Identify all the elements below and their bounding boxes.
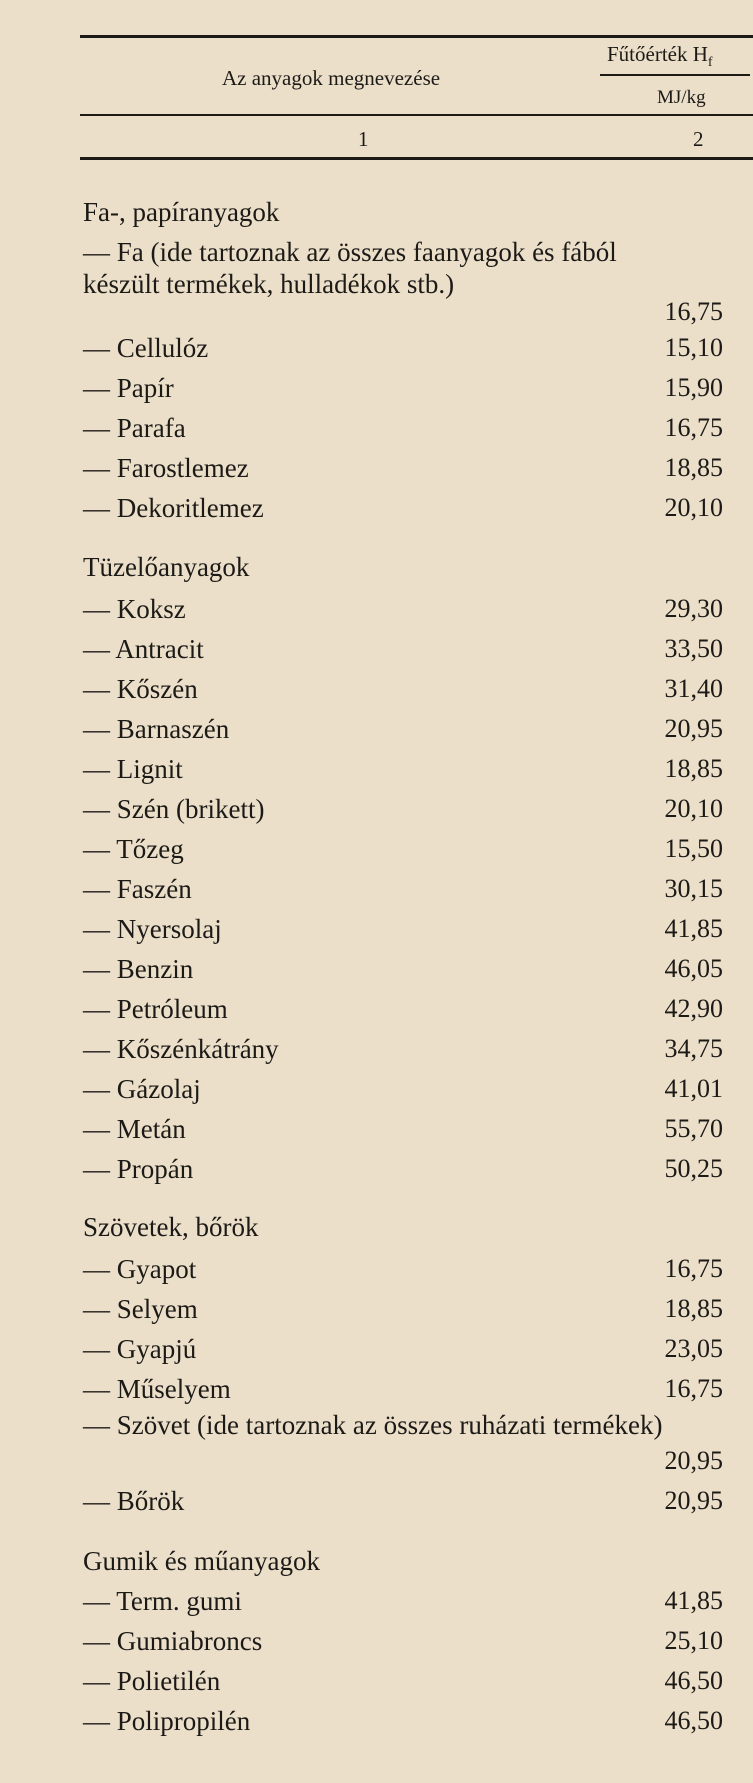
- section-title: Tüzelőanyagok: [83, 552, 250, 582]
- row-name: — Parafa: [83, 413, 186, 443]
- table-row: [83, 869, 723, 909]
- row-name: — Antracit: [83, 634, 204, 664]
- column-number-2: 2: [693, 127, 704, 151]
- row-value: 50,25: [664, 1154, 723, 1183]
- row-name: — Gázolaj: [83, 1074, 201, 1104]
- section-title: Gumik és műanyagok: [83, 1546, 320, 1576]
- table-row: [83, 949, 723, 989]
- table-row: [83, 1581, 723, 1621]
- row-value: 55,70: [664, 1114, 723, 1143]
- row-value: 20,95: [664, 714, 723, 743]
- row-name: — Papír: [83, 373, 174, 403]
- row-value: 15,50: [664, 834, 723, 863]
- table-row: [83, 328, 723, 368]
- row-name: — Dekoritlemez: [83, 493, 264, 523]
- row-name: — Petróleum: [83, 994, 228, 1024]
- table-row: [83, 1621, 723, 1661]
- column-header-value-subscript: f: [707, 55, 713, 71]
- table-row: [83, 1369, 723, 1409]
- table-top-rule: [80, 35, 753, 38]
- row-name: — Műselyem: [83, 1374, 231, 1404]
- column-header-value-text: Fűtőérték H: [607, 42, 708, 66]
- row-value: 20,10: [664, 794, 723, 823]
- row-name: — Szén (brikett): [83, 794, 265, 824]
- row-name: — Propán: [83, 1154, 194, 1184]
- table-row: [83, 829, 723, 869]
- row-value: 18,85: [664, 1294, 723, 1323]
- row-value: 29,30: [664, 594, 723, 623]
- row-name: — Kőszénkátrány: [83, 1034, 279, 1064]
- row-name: — Metán: [83, 1114, 186, 1144]
- column-number-1: 1: [358, 127, 369, 151]
- row-name: — Kőszén: [83, 674, 198, 704]
- table-row: [83, 408, 723, 448]
- table-row: [83, 1069, 723, 1109]
- table-row: [83, 909, 723, 949]
- row-value: 41,85: [664, 914, 723, 943]
- row-name: — Tőzeg: [83, 834, 184, 864]
- row-value: 46,05: [664, 954, 723, 983]
- row-name: — Gyapjú: [83, 1334, 197, 1364]
- row-value: 46,50: [664, 1706, 723, 1735]
- row-name: — Cellulóz: [83, 333, 209, 363]
- table-row: [83, 1289, 723, 1329]
- row-value: 31,40: [664, 674, 723, 703]
- table-row: [83, 989, 723, 1029]
- row-value: 30,15: [664, 874, 723, 903]
- row-value: 18,85: [664, 754, 723, 783]
- row-value: 16,75: [664, 413, 723, 442]
- row-name: — Barnaszén: [83, 714, 230, 744]
- table-row: [83, 749, 723, 789]
- row-name: — Faszén: [83, 874, 192, 904]
- column-number-rule: [80, 157, 753, 160]
- row-name: — Polipropilén: [83, 1706, 251, 1736]
- table-row: [83, 236, 723, 332]
- row-value: 16,75: [664, 1374, 723, 1403]
- row-value: 34,75: [664, 1034, 723, 1063]
- row-name: — Farostlemez: [83, 453, 249, 483]
- row-name: — Lignit: [83, 754, 183, 784]
- table-row: [83, 1249, 723, 1289]
- row-value: 41,85: [664, 1586, 723, 1615]
- row-value: 33,50: [664, 634, 723, 663]
- row-name: — Gyapot: [83, 1254, 197, 1284]
- table-row: [83, 709, 723, 749]
- table-row: [83, 1109, 723, 1149]
- table-row: [83, 589, 723, 629]
- row-value: 15,10: [664, 333, 723, 362]
- row-value: 16,75: [664, 297, 723, 326]
- row-name: — Koksz: [83, 594, 186, 624]
- table-row: [83, 1329, 723, 1369]
- table-row: [83, 789, 723, 829]
- row-value: 20,10: [664, 493, 723, 522]
- column-header-unit: MJ/kg: [657, 87, 706, 108]
- row-name: — Fa (ide tartoznak az összes faanyagok és fából készült termékek, hulladékok stb.): [83, 237, 617, 299]
- table-row: [83, 1409, 723, 1481]
- row-value: 23,05: [664, 1334, 723, 1363]
- row-name: — Selyem: [83, 1294, 198, 1324]
- table-row: [83, 1149, 723, 1189]
- table-row: [83, 1661, 723, 1701]
- table-row: [83, 488, 723, 528]
- row-value: 20,95: [664, 1446, 723, 1475]
- column-header-value: [607, 42, 713, 71]
- row-name: — Nyersolaj: [83, 914, 222, 944]
- row-value: 25,10: [664, 1626, 723, 1655]
- row-name: — Gumiabroncs: [83, 1626, 263, 1656]
- row-name: — Benzin: [83, 954, 194, 984]
- row-value: 15,90: [664, 373, 723, 402]
- section-title: Szövetek, bőrök: [83, 1212, 259, 1242]
- table-row: [83, 669, 723, 709]
- unit-divider-rule: [600, 74, 750, 76]
- row-value: 20,95: [664, 1486, 723, 1515]
- row-value: 16,75: [664, 1254, 723, 1283]
- section-title: Fa-, papíranyagok: [83, 197, 280, 227]
- row-value: 46,50: [664, 1666, 723, 1695]
- table-row: [83, 1029, 723, 1069]
- header-bottom-rule: [80, 114, 753, 116]
- table-row: [83, 368, 723, 408]
- row-name: — Bőrök: [83, 1486, 185, 1516]
- row-value: 42,90: [664, 994, 723, 1023]
- row-value: 41,01: [664, 1074, 723, 1103]
- row-value: 18,85: [664, 453, 723, 482]
- row-name: — Szövet (ide tartoznak az összes ruházati termékek): [83, 1410, 663, 1440]
- table-row: [83, 448, 723, 488]
- table-row: [83, 629, 723, 669]
- column-header-name: Az anyagok megnevezése: [222, 66, 441, 90]
- table-row: [83, 1481, 723, 1521]
- table-row: [83, 1701, 723, 1741]
- row-name: — Term. gumi: [83, 1586, 242, 1616]
- row-name: — Polietilén: [83, 1666, 221, 1696]
